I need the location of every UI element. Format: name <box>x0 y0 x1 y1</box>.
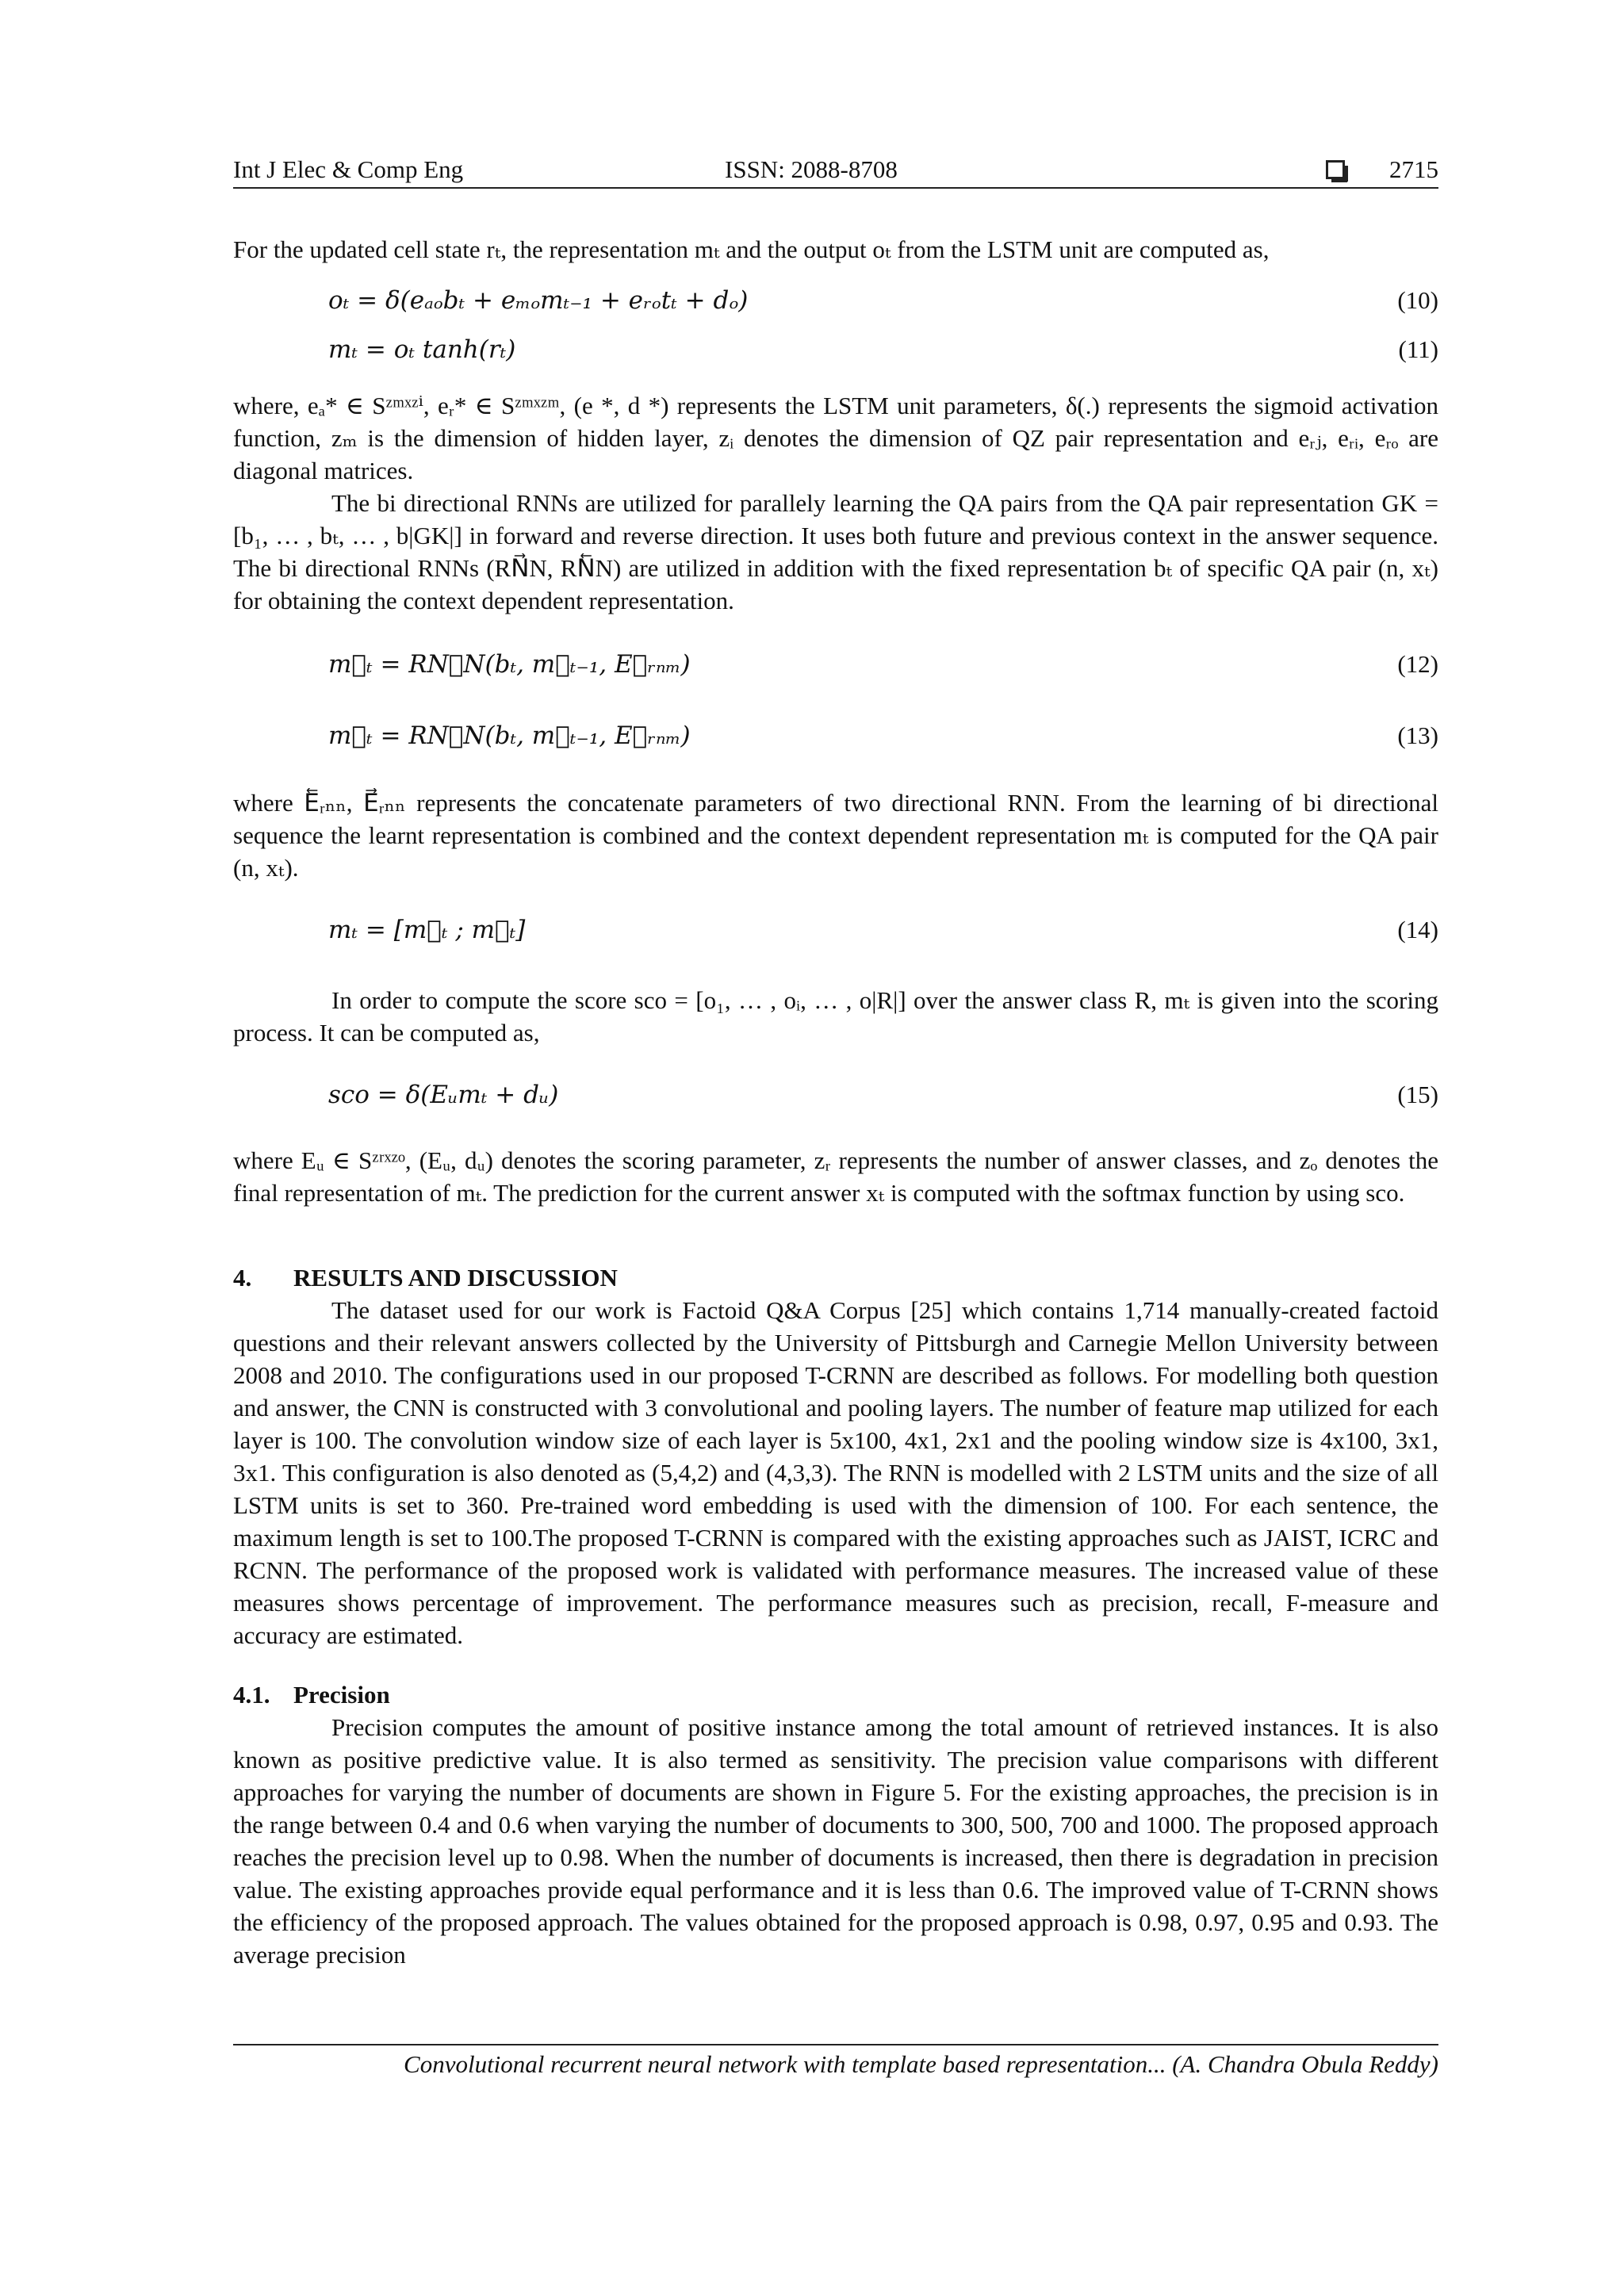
page-number: 2715 <box>1389 155 1438 183</box>
running-header <box>233 151 1438 189</box>
equation-15-body: sco = δ(Eᵤmₜ + dᵤ) <box>328 1081 559 1109</box>
equation-12-number: (12) <box>1397 650 1438 678</box>
equation-14-body: mₜ = [m⃗ₜ ; m⃖ₜ] <box>328 916 526 944</box>
equation-11 <box>233 326 1438 375</box>
section-heading-results <box>233 1261 1438 1294</box>
equation-11-number: (11) <box>1398 335 1438 363</box>
equation-10 <box>233 277 1438 326</box>
equation-13 <box>233 702 1438 774</box>
equation-14 <box>233 897 1438 968</box>
subsection-title: Precision <box>293 1681 390 1709</box>
running-footer: Convolutional recurrent neural network with template based representation... (A. Chandra Obula Reddy) <box>404 2050 1438 2078</box>
intro-line: For the updated cell state rₜ, the representation mₜ and the output oₜ from the LSTM unit are computed as, <box>233 235 1270 263</box>
journal-name: Int J Elec & Comp Eng <box>233 155 464 183</box>
square-icon <box>1326 160 1345 179</box>
precision-paragraph: Precision computes the amount of positive instance among the total amount of retrieved instances. It is also known as positive predictive value. It is also termed as sensitivity. The precision value comparisons with different approaches for varying the number of documents are shown in Figure 5. For the existing approaches, the precision is in the range between 0.4 and 0.6 when varying the number of documents to 300, 500, 700 and 1000. The proposed approach reaches the precision level up to 0.98. When the number of documents is increased, then there is degradation in precision value. The existing approaches provide equal performance and it is less than 0.6. The improved value of T-CRNN shows the efficiency of the proposed approach. The values obtained for the proposed approach is 0.98, 0.97, 0.95 and 0.93. The average precision <box>233 1713 1438 1969</box>
subsection-number: 4.1. <box>233 1681 270 1709</box>
equation-10-body: oₜ = δ(eₐₒbₜ + eₘₒmₜ₋₁ + eᵣₒtₜ + dₒ) <box>328 286 749 315</box>
section-title: RESULTS AND DISCUSSION <box>293 1264 618 1292</box>
equation-10-number: (10) <box>1397 286 1438 314</box>
where-paragraph-1: where, eₐ* ∈ Sᶻᵐˣᶻⁱ, eᵣ* ∈ Sᶻᵐˣᶻᵐ, (e *, d *) represents the LSTM unit parameters, δ(.) represents the sigmoid activation function, zₘ is the dimension of hidden layer, zᵢ denotes the dimension of QZ pair representation and eᵣⱼ, eᵣᵢ, eᵣₒ are diagonal matrices. <box>233 392 1438 484</box>
subsection-heading-precision <box>233 1678 1438 1711</box>
score-paragraph: In order to compute the score sco = [o₁, … , oᵢ, … , o|R|] over the answer class R, mₜ is given into the scoring process. It can be computed as, <box>233 986 1438 1047</box>
section-number: 4. <box>233 1264 252 1292</box>
equation-13-body: m⃖ₜ = RN⃖N(bₜ, m⃖ₜ₋₁, E⃖ᵣₙₘ) <box>328 721 691 750</box>
footer-rule <box>233 2044 1438 2045</box>
issn: ISSN: 2088-8708 <box>725 155 898 183</box>
equation-15 <box>233 1062 1438 1133</box>
equation-15-number: (15) <box>1397 1081 1438 1108</box>
equation-12 <box>233 631 1438 702</box>
where-paragraph-2: where E⃖ᵣₙₙ, E⃗ᵣₙₙ represents the concatenate parameters of two directional RNN. From the learning of bi directional sequence the learnt representation is combined and the context dependent representation mₜ is computed for the QA pair (n, xₜ). <box>233 789 1438 882</box>
bidirectional-paragraph: The bi directional RNNs are utilized for parallely learning the QA pairs from the QA pair representation GK = [b₁, … , bₜ, … , b|GK|] in forward and reverse direction. It uses both future and previous context in the answer sequence. The bi directional RNNs (RN⃗N, RN⃖N) are utilized in addition with the fixed representation bₜ of specific QA pair (n, xₜ) for obtaining the context dependent representation. <box>233 489 1438 614</box>
equation-12-body: m⃗ₜ = RN⃗N(bₜ, m⃗ₜ₋₁, E⃗ᵣₙₘ) <box>328 650 691 679</box>
equation-11-body: mₜ = oₜ tanh(rₜ) <box>328 335 516 364</box>
where-paragraph-3: where Eᵤ ∈ Sᶻʳˣᶻᵒ, (Eᵤ, dᵤ) denotes the scoring parameter, zᵣ represents the number of answer classes, and zₒ denotes the final representation of mₜ. The prediction for the current answer xₜ is computed with the softmax function by using sco. <box>233 1146 1438 1207</box>
equation-13-number: (13) <box>1397 721 1438 749</box>
results-paragraph: The dataset used for our work is Factoid Q&A Corpus [25] which contains 1,714 manually-created factoid questions and their relevant answers collected by the University of Pittsburgh and Carnegie Mellon University between 2008 and 2010. The configurations used in our proposed T-CRNN are described as follows. For modelling both question and answer, the CNN is constructed with 3 convolutional and pooling layers. The number of feature map utilized for each layer is 100. The convolution window size of each layer is 5x100, 4x1, 2x1 and the pooling window size is 4x100, 3x1, 3x1. This configuration is also denoted as (5,4,2) and (4,3,3). The RNN is modelled with 2 LSTM units and the size of all LSTM units is set to 360. Pre-trained word embedding is used with the dimension of 100. For each sentence, the maximum length is set to 100.The proposed T-CRNN is compared with the existing approaches such as JAIST, ICRC and RCNN. The performance of the proposed work is validated with performance measures. The increased value of these measures shows percentage of improvement. The performance measures such as precision, recall, F-measure and accuracy are estimated. <box>233 1296 1438 1649</box>
equation-14-number: (14) <box>1397 916 1438 943</box>
paper-page <box>233 151 1438 1971</box>
